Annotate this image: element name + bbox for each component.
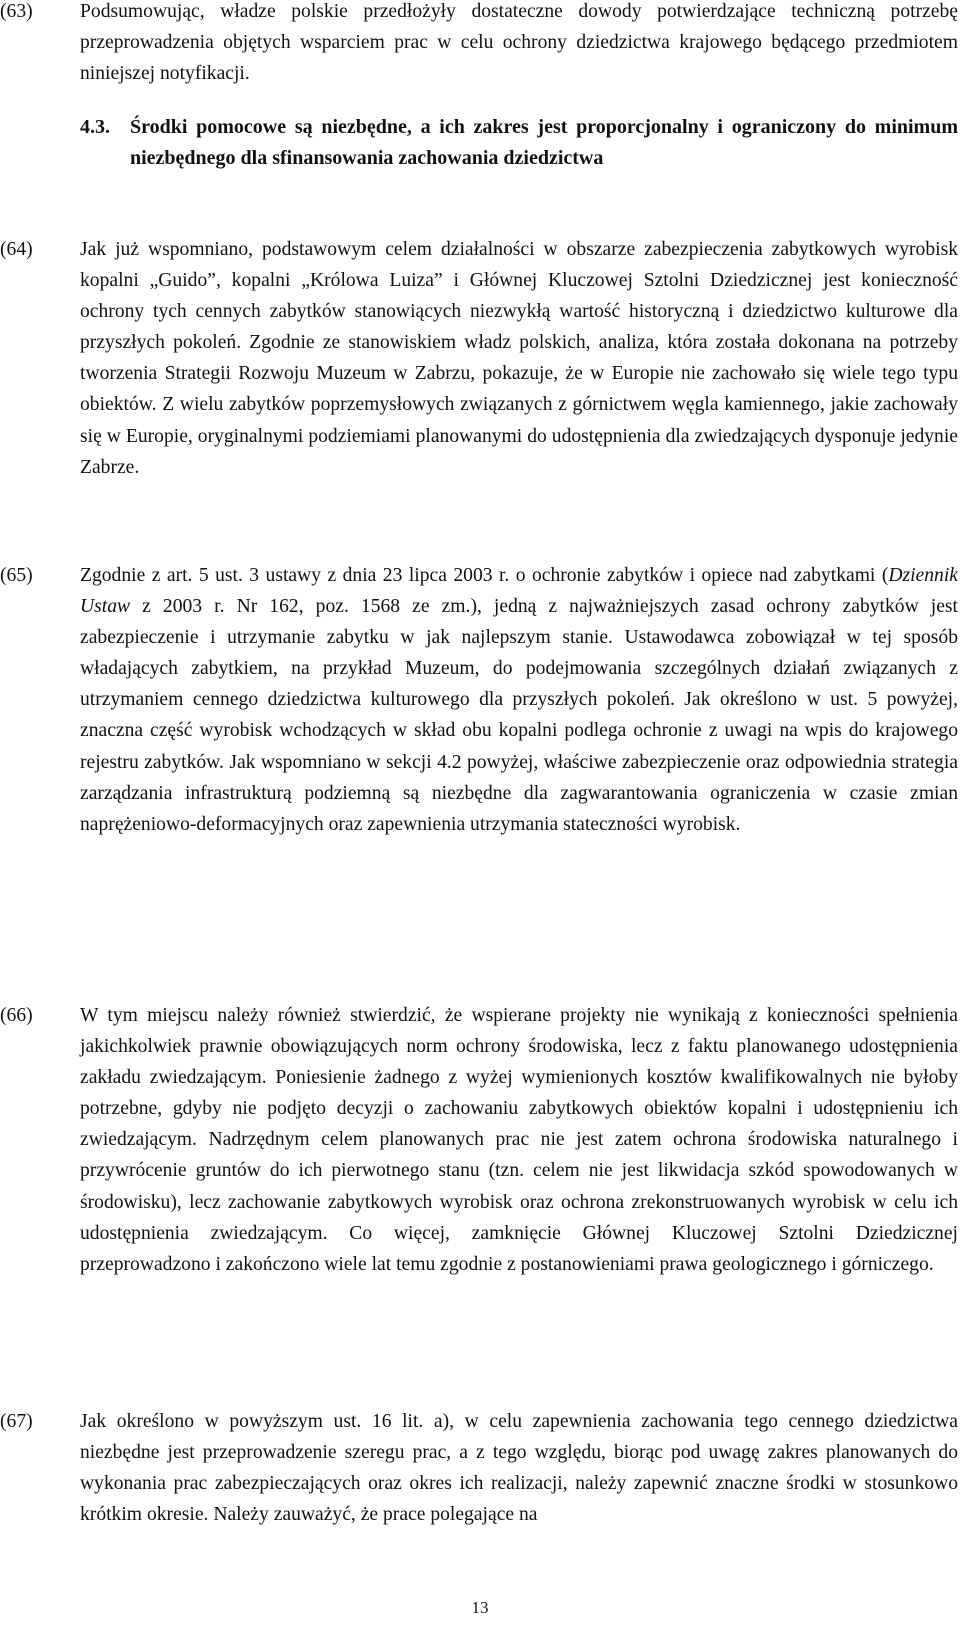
paragraph-text: Jak już wspomniano, podstawowym celem działalności w obszarze zabezpieczenia zabytkowych wyrobisk kopalni „Guido”, kopalni „Królowa Luiza” i Głównej Kluczowej Sztolni Dziedzicznej jest konieczność ochrony tych cennych zabytków stanowiących niezwykłą wartość historyczną i dziedzictwo kulturowe dla przyszłych pokoleń. Zgodnie ze stanowiskiem władz polskich, analiza, która została dokonana na potrzeby tworzenia Strategii Rozwoju Muzeum w Zabrzu, pokazuje, że w Europie nie zachowało się wiele tego typu obiektów. Z wielu zabytków poprzemysłowych związanych z górnictwem węgla kamiennego, jakie zachowały się w Europie, oryginalnymi podziemiami planowanymi do udostępnienia dla zwiedzających dysponuje jedynie Zabrze. [80,239,958,478]
paragraph-67 [0,1406,958,1530]
section-title: Środki pomocowe są niezbędne, a ich zakres jest proporcjonalny i ograniczony do minimum niezbędnego dla sfinansowania zachowania dziedzictwa [130,116,958,170]
paragraph-number: (67) [0,1411,33,1432]
paragraph-64 [0,234,958,483]
paragraph-text: W tym miejscu należy również stwierdzić, że wspierane projekty nie wynikają z konieczności spełnienia jakichkolwiek prawnie obowiązujących norm ochrony środowiska, lecz z faktu planowanego udostępnienia zakładu zwiedzającym. Poniesienie żadnego z wyżej wymienionych kosztów kwalifikowalnych nie byłoby potrzebne, gdyby nie podjęto decyzji o zachowaniu zabytkowych obiektów kopalni i udostępnieniu ich zwiedzającym. Nadrzędnym celem planowanych prac nie jest zatem ochrona środowiska naturalnego i przywrócenie gruntów do ich pierwotnego stanu (tzn. celem nie jest likwidacja szkód spowodowanych w środowisku), lecz zachowanie zabytkowych wyrobisk oraz ochrona zrekonstruowanych wyrobisk w celu ich udostępnienia zwiedzającym. Co więcej, zamknięcie Głównej Kluczowej Sztolni Dziedzicznej przeprowadzono i zakończono wiele lat temu zgodnie z postanowieniami prawa geologicznego i górniczego. [80,1005,958,1275]
paragraph-63 [0,0,958,89]
page-number: 13 [471,1598,489,1617]
text-segment: Zgodnie z art. 5 ust. 3 ustawy z dnia 23 lipca 2003 r. o ochronie zabytków i opiece nad zabytkami ( [80,565,889,586]
paragraph-number: (64) [0,239,33,260]
paragraph-text: Jak określono w powyższym ust. 16 lit. a), w celu zapewnienia zachowania tego cennego dziedzictwa niezbędne jest przeprowadzenie szeregu prac, a z tego względu, biorąc pod uwagę zakres planowanych do wykonania prac zabezpieczających oraz okres ich realizacji, należy zapewnić znaczne środki w stosunkowo krótkim okresie. Należy zauważyć, że prace polegające na [80,1411,958,1526]
paragraph-text [80,560,958,840]
journal-title: Dziennik Ustaw [80,565,958,618]
paragraph-number: (65) [0,565,33,586]
paragraph-number: (66) [0,1005,33,1026]
section-heading [80,112,958,174]
section-number: 4.3. [80,116,110,138]
paragraph-66 [0,1000,958,1280]
paragraph-number: (63) [0,1,33,22]
paragraph-text: Podsumowując, władze polskie przedłożyły dostateczne dowody potwierdzające techniczną potrzebę przeprowadzenia objętych wsparciem prac w celu ochrony dziedzictwa krajowego będącego przedmiotem niniejszej notyfikacji. [80,1,958,85]
text-segment: z 2003 r. Nr 162, poz. 1568 ze zm.), jedną z najważniejszych zasad ochrony zabytków jest zabezpieczenie i utrzymanie zabytku w jak najlepszym stanie. Ustawodawca zobowiązał w tej sposób władających zabytkiem, na przykład Muzeum, do podejmowania szczególnych działań związanych z utrzymaniem cennego dziedzictwa kulturowego dla przyszłych pokoleń. Jak określono w ust. 5 powyżej, znaczna część wyrobisk wchodzących w skład obu kopalni podlega ochronie z uwagi na wpis do krajowego rejestru zabytków. Jak wspomniano w sekcji 4.2 powyżej, właściwe zabezpieczenie oraz odpowiednia strategia zarządzania infrastrukturą podziemną są niezbędne dla zagwarantowania ograniczenia w czasie zmian naprężeniowo-deformacyjnych oraz zapewnienia utrzymania stateczności wyrobisk. [80,596,958,835]
paragraph-65 [0,560,958,840]
